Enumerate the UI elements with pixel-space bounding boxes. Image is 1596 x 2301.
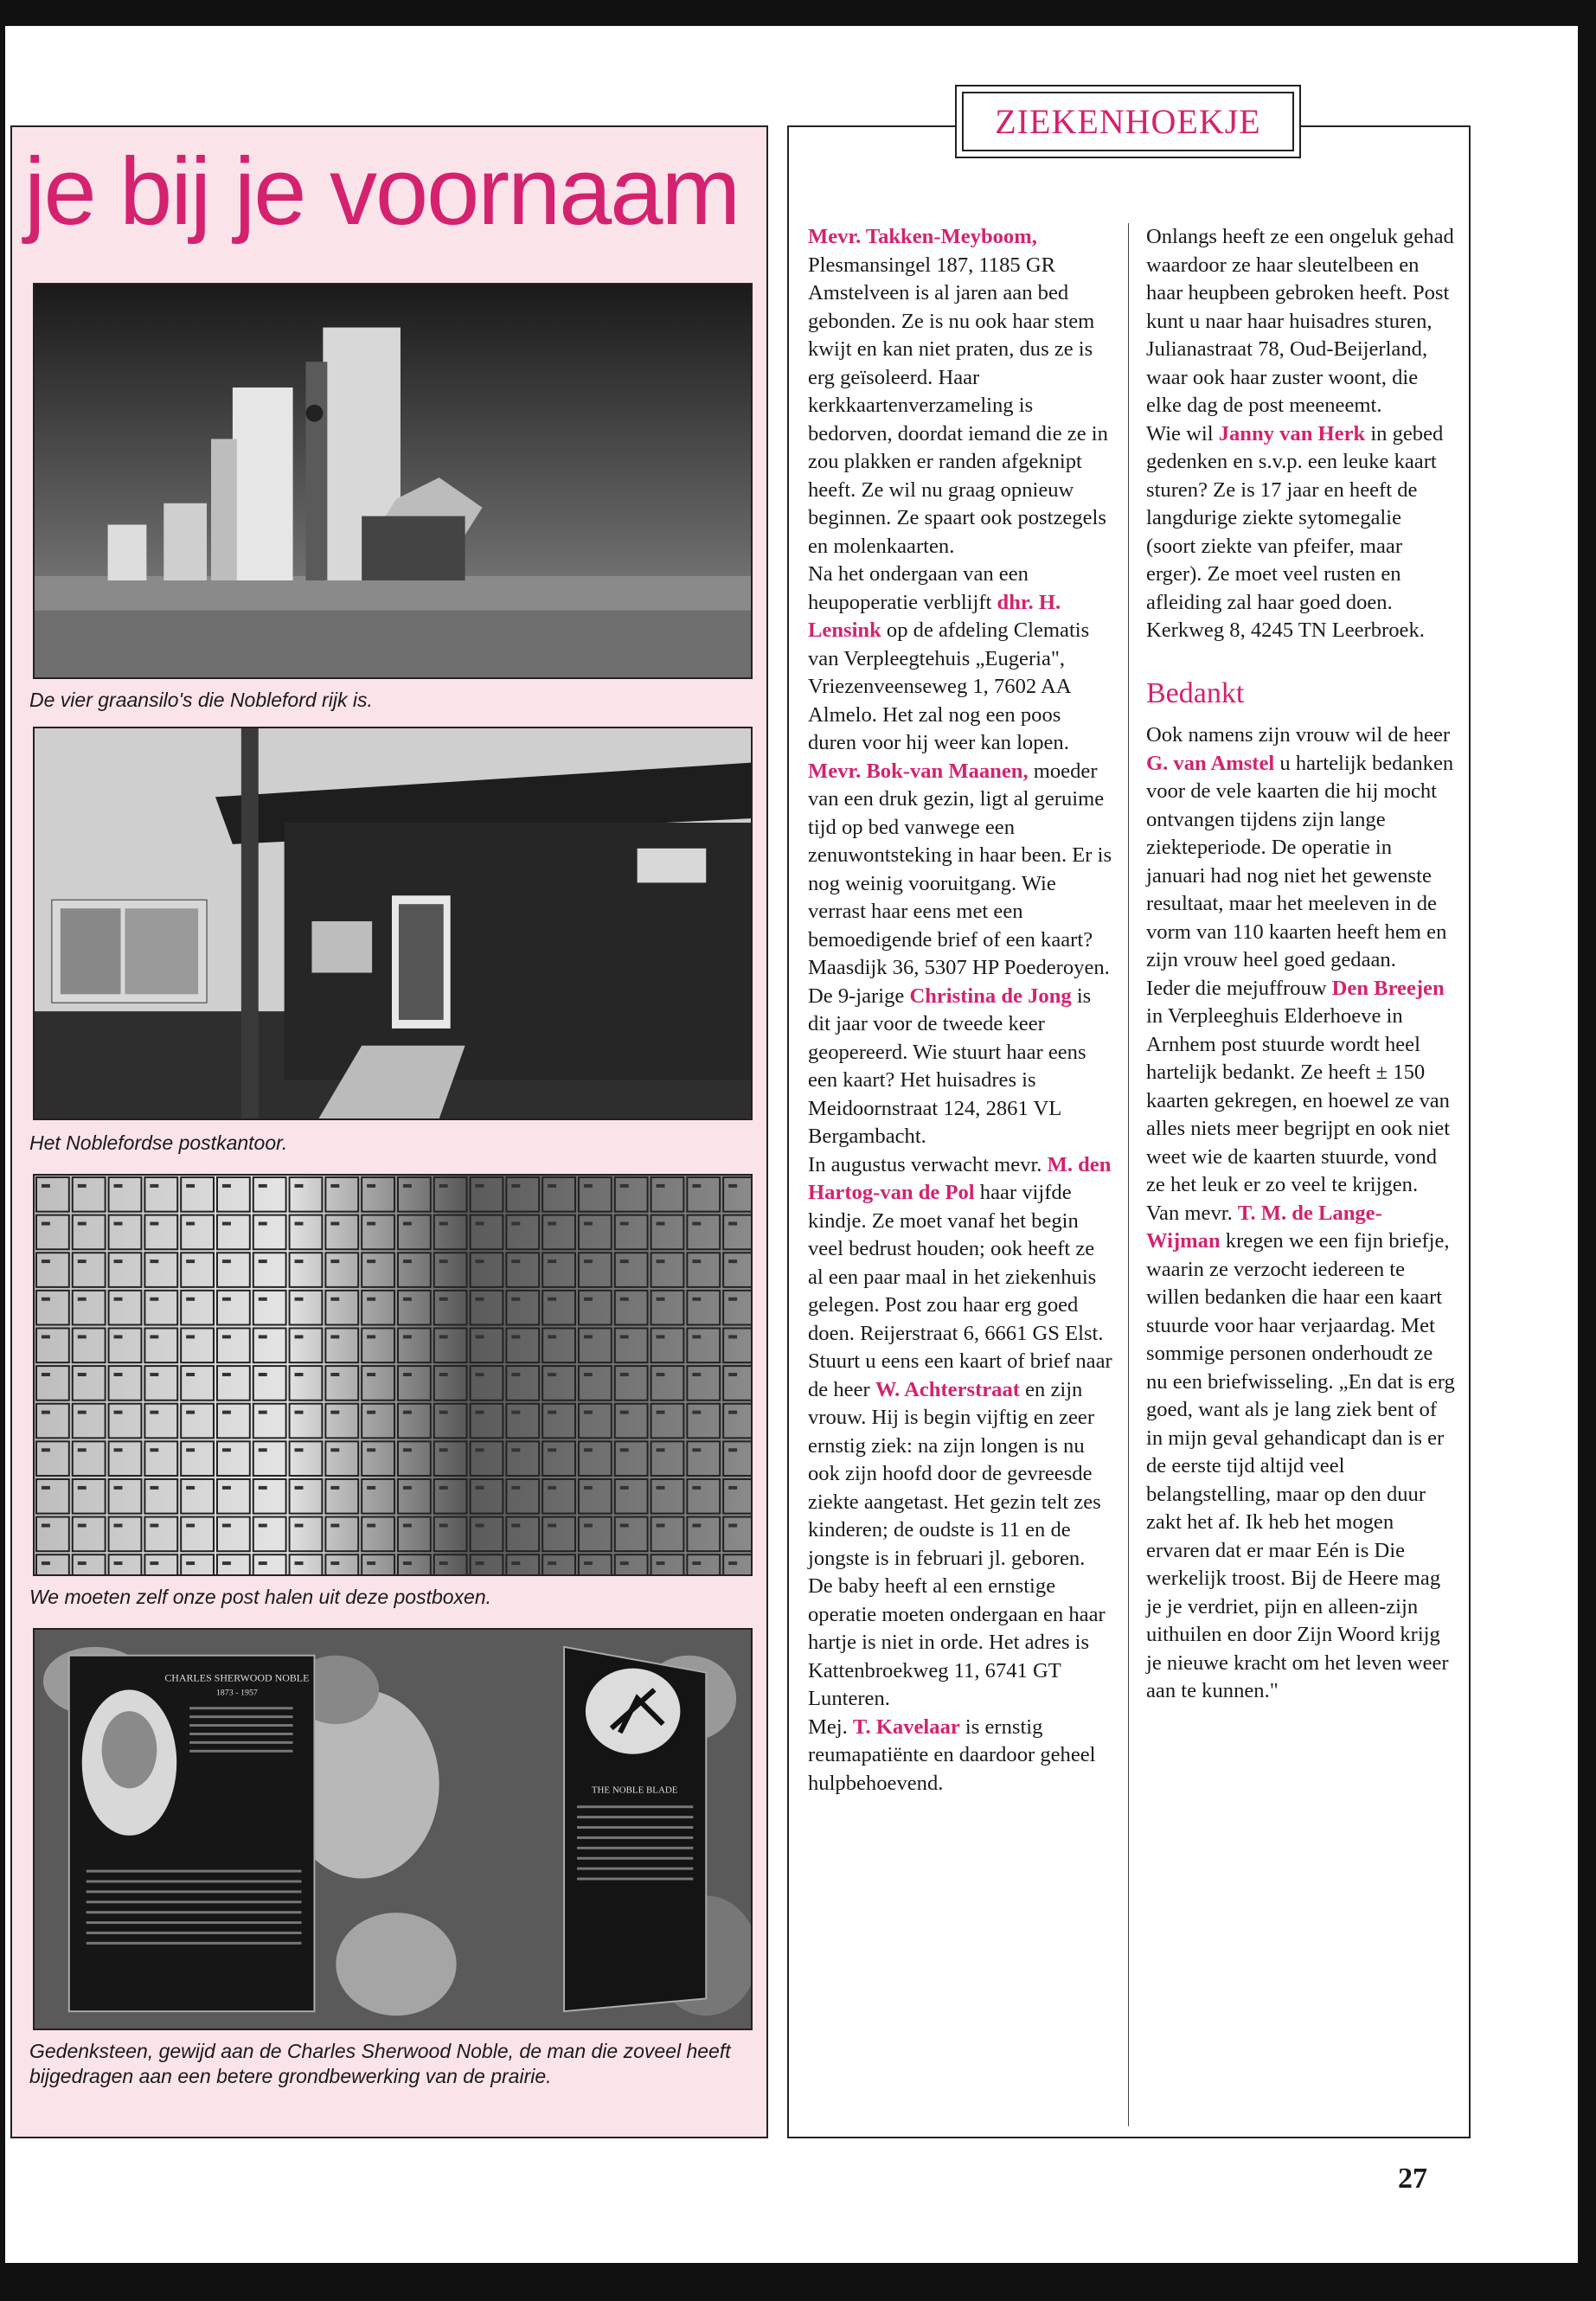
bottom-border-bar xyxy=(0,2263,1596,2301)
photo-panel xyxy=(10,125,768,2138)
notice-paragraph: Mevr. Bok-van Maanen, moeder van een druk gezin, ligt al geruime tijd op bed vanwege een zenuwontsteking in haar been. Er is nog weinig vooruitgang. Wie verrast haar eens met een bemoedigende brief of een kaart? Maasdijk 36, 5307 HP Poederoyen. xyxy=(808,759,1112,979)
notice-paragraph: Na het ondergaan van een heupoperatie verblijft dhr. H. Lensink op de afdeling Clematis van Verpleegtehuis „Eugeria", Vriezenveenseweg 1, 7602 AA Almelo. Het zal nog een poos duren voor hij weer kan lopen. xyxy=(808,562,1090,754)
top-border-bar xyxy=(0,0,1596,26)
ziekenhoekje-title-box xyxy=(955,85,1301,158)
photo-grain-silos xyxy=(33,283,753,679)
person-name: T. Kavelaar xyxy=(852,1715,960,1739)
left-border-bar xyxy=(0,0,5,2301)
notice-paragraph: Mej. T. Kavelaar is ernstig reumapatiënte en daardoor geheel hulpbehoevend. xyxy=(808,1715,1096,1795)
person-name: G. van Amstel xyxy=(1146,751,1275,775)
caption-memorial-stone: Gedenksteen, gewijd aan de Charles Sherwood Noble, de man die zoveel heeft bijgedragen aan een betere grondbewerking van de prairie. xyxy=(29,2040,731,2087)
thanks-paragraph: Ook namens zijn vrouw wil de heer G. van Amstel u hartelijk bedanken voor de vele kaarten die hij mocht ontvangen tijdens zijn lange ziekteperiode. De operatie in januari had nog niet het gewenste resultaat, maar het meeleven in de vorm van 110 kaarten heeft hem en zijn vrouw heel goed gedaan. xyxy=(1146,723,1454,971)
person-name: Mevr. Bok-van Maanen, xyxy=(808,759,1029,783)
person-name: M. den Hartog-van de Pol xyxy=(808,1152,1112,1204)
person-name: Mevr. Takken-Meyboom, xyxy=(808,225,1037,248)
notice-paragraph: In augustus verwacht mevr. M. den Hartog-van de Pol haar vijfde kindje. Ze moet vanaf het begin veel bedrust houden; ook heeft ze al een paar maal in het ziekenhuis gelegen. Post zou haar erg goed doen. Reijerstraat 6, 6661 GS Elst. xyxy=(808,1152,1112,1345)
notice-paragraph: De 9-jarige Christina de Jong is dit jaar voor de tweede keer geopereerd. Wie stuurt haar eens een kaart? Het huisadres is Meidoornstraat 124, 2861 VL Bergambacht. xyxy=(808,984,1092,1148)
person-name: Den Breejen xyxy=(1331,976,1445,1000)
notice-paragraph: Mevr. Takken-Meyboom, Plesmansingel 187, 1185 GR Amstelveen is al jaren aan bed gebonden. Ze is nu ook haar stem kwijt en kan niet praten, dus ze is erg geïsoleerd. Haar kerkkaartenverzameling is bedorven, doordat iemand die ze in zou plakken er randen afgeknipt heeft. Ze wil nu graag opnieuw beginnen. Ze spaart ook postzegels en molenkaarten. xyxy=(808,225,1108,558)
thanks-paragraph: Van mevr. T. M. de Lange-Wijman kregen we een fijn briefje, waarin ze verzocht iedereen te willen bedanken die haar een kaart stuurde voor haar verjaardag. Met sommige personen onderhoudt ze nu een briefwisseling. „En dat is erg goed, want als je lang ziek bent of in mijn geval gehandicapt dan is er de eerste tijd altijd veel belangstelling, maar op den duur zakt het af. Ik heb het mogen ervaren dat er maar Eén is Die werkelijk troost. Bij de Heere mag je je verdriet, pijn en alleen-zijn uithuilen en door Zijn Woord krijg je nieuwe kracht om het leven weer aan te kunnen." xyxy=(1146,1201,1455,1702)
photo-memorial-stone xyxy=(33,1628,753,2030)
plaque-name: CHARLES SHERWOOD NOBLE xyxy=(164,1671,310,1684)
column-divider xyxy=(1128,223,1129,2126)
person-name: T. M. de Lange-Wijman xyxy=(1146,1201,1382,1253)
plaque-title-right: THE NOBLE BLADE xyxy=(591,1785,678,1796)
photo-postboxes xyxy=(33,1174,753,1576)
person-name: Janny van Herk xyxy=(1218,421,1366,445)
ziekenhoekje-title: ZIEKENHOEKJE xyxy=(995,102,1261,141)
column-left xyxy=(808,223,1114,1798)
person-name: W. Achterstraat xyxy=(875,1377,1020,1401)
photo-post-office xyxy=(33,727,753,1120)
person-name: dhr. H. Lensink xyxy=(808,590,1061,642)
caption-postboxes: We moeten zelf onze post halen uit deze postboxen. xyxy=(29,1586,492,1608)
column-right xyxy=(1146,223,1456,1706)
notice-paragraph: Onlangs heeft ze een ongeluk gehad waardoor ze haar sleutelbeen en haar heupbeen gebroken heeft. Post kunt u naar haar huisadres sturen, Julianastraat 78, Oud-Beijerland, waar ook haar zuster woont, die elke dag de post meeneemt. xyxy=(1146,225,1454,417)
headline: je bij je voornaam xyxy=(24,138,740,245)
caption-grain-silos: De vier graansilo's die Nobleford rijk is. xyxy=(29,689,373,711)
thanks-paragraph: Ieder die mejuffrouw Den Breejen in Verpleeghuis Elderhoeve in Arnhem post stuurde wordt heel hartelijk bedankt. Ze heeft ± 150 kaarten gekregen, en hoewel ze van alles niets meer begrijpt en ook niet weet wie de kaarten stuurde, vond ze het leuk er zo veel te krijgen. xyxy=(1146,976,1451,1196)
right-border-bar xyxy=(1578,0,1596,2301)
plaque-dates: 1873 - 1957 xyxy=(215,1688,258,1698)
caption-post-office: Het Noblefordse postkantoor. xyxy=(29,1131,288,1154)
notice-paragraph: Stuurt u eens een kaart of brief naar de heer W. Achterstraat en zijn vrouw. Hij is begin vijftig en zeer ernstig ziek: na zijn longen is nu ook zijn hoofd door de gevreesde ziekte aangetast. Het gezin telt zes kinderen; de oudste is 11 en de jongste is in februari jl. geboren. De baby heeft al een ernstige operatie moeten ondergaan en haar hartje is niet in orde. Het adres is Kattenbroekweg 11, 6741 GT Lunteren. xyxy=(808,1349,1112,1710)
notice-paragraph: Wie wil Janny van Herk in gebed gedenken en s.v.p. een leuke kaart sturen? Ze is 17 jaar en heeft de langdurige ziekte sytomegalie (soort ziekte van pfeifer, maar erger). Ze moet veel rusten en afleiding zal haar goed doen. Kerkweg 8, 4245 TN Leerbroek. xyxy=(1146,421,1444,642)
person-name: Christina de Jong xyxy=(909,984,1072,1008)
page-number: 27 xyxy=(1398,2163,1427,2195)
bedankt-heading: Bedankt xyxy=(1146,676,1245,709)
